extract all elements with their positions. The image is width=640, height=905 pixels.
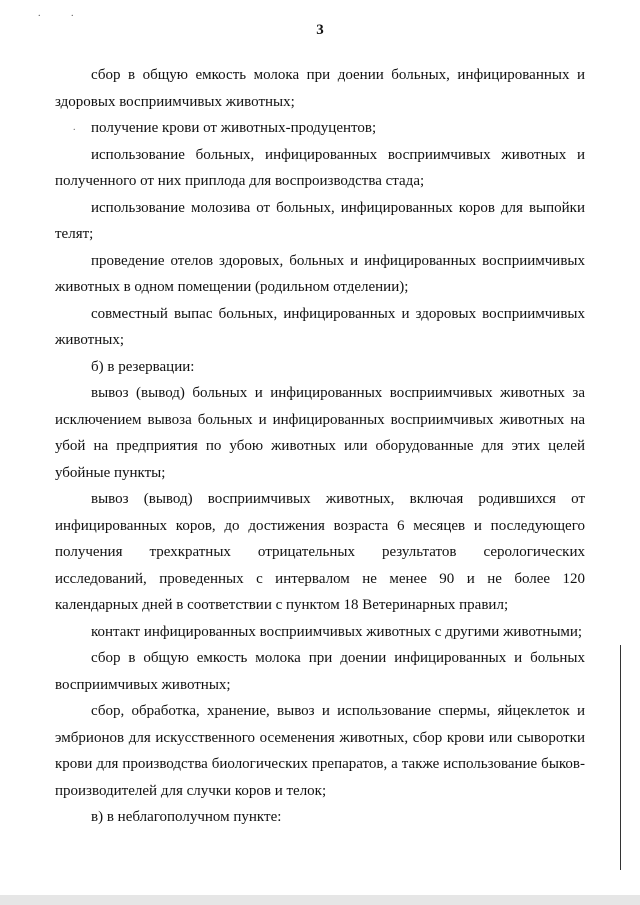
paragraph-breeding-use: использование больных, инфицированных восприимчивых животных и полученного от них приплода для воспроизводства стада; — [55, 146, 585, 189]
paragraph-calving: проведение отелов здоровых, больных и инфицированных восприимчивых животных в одном помещении (родильном отделении); — [55, 252, 585, 295]
paragraph-semen-embryos: сбор, обработка, хранение, вывоз и использование спермы, яйцеклеток и эмбрионов для искусственного осеменения животных, сбор крови или сыворотки крови для производства биологических препаратов, а также использование быков-производителей для случки коров и телок; — [55, 703, 585, 799]
paragraph-animal-contact: контакт инфицированных восприимчивых животных с другими животными; — [91, 623, 583, 640]
paragraph-blood-collection: получение крови от животных-продуцентов; — [91, 120, 377, 136]
document-body — [55, 62, 585, 831]
paragraph-milk-collection-infected: сбор в общую емкость молока при доении инфицированных и больных восприимчивых животных; — [55, 650, 585, 693]
paragraph-colostrum-use: использование молозива от больных, инфицированных коров для выпойки телят; — [55, 199, 585, 242]
scan-margin-dot: . — [73, 122, 76, 133]
paragraph-reservation-heading: б) в резервации: — [91, 358, 195, 375]
paragraph-joint-grazing: совместный выпас больных, инфицированных и здоровых восприимчивых животных; — [55, 305, 585, 348]
scan-bottom-edge — [0, 895, 640, 905]
paragraph-export-sick-animals: вывоз (вывод) больных и инфицированных восприимчивых животных за исключением вывоза больных и инфицированных восприимчивых животных на убой на предприятия по убою животных или оборудованные для этих целей убойные пункты; — [55, 385, 585, 481]
scan-edge-line — [620, 645, 621, 870]
page-number: 3 — [316, 22, 324, 38]
scan-corner-marks: . . — [38, 8, 88, 19]
paragraph-affected-point-heading: в) в неблагополучном пункте: — [91, 809, 282, 825]
paragraph-milk-collection: сбор в общую емкость молока при доении больных, инфицированных и здоровых восприимчивых животных; — [55, 67, 585, 110]
paragraph-export-susceptible-animals: вывоз (вывод) восприимчивых животных, включая родившихся от инфицированных коров, до достижения возраста 6 месяцев и последующего получения трехкратных отрицательных результатов серологических исследований, проведенных с интервалом не менее 90 и не более 120 календарных дней в соответствии с пунктом 18 Ветеринарных правил; — [55, 491, 585, 613]
